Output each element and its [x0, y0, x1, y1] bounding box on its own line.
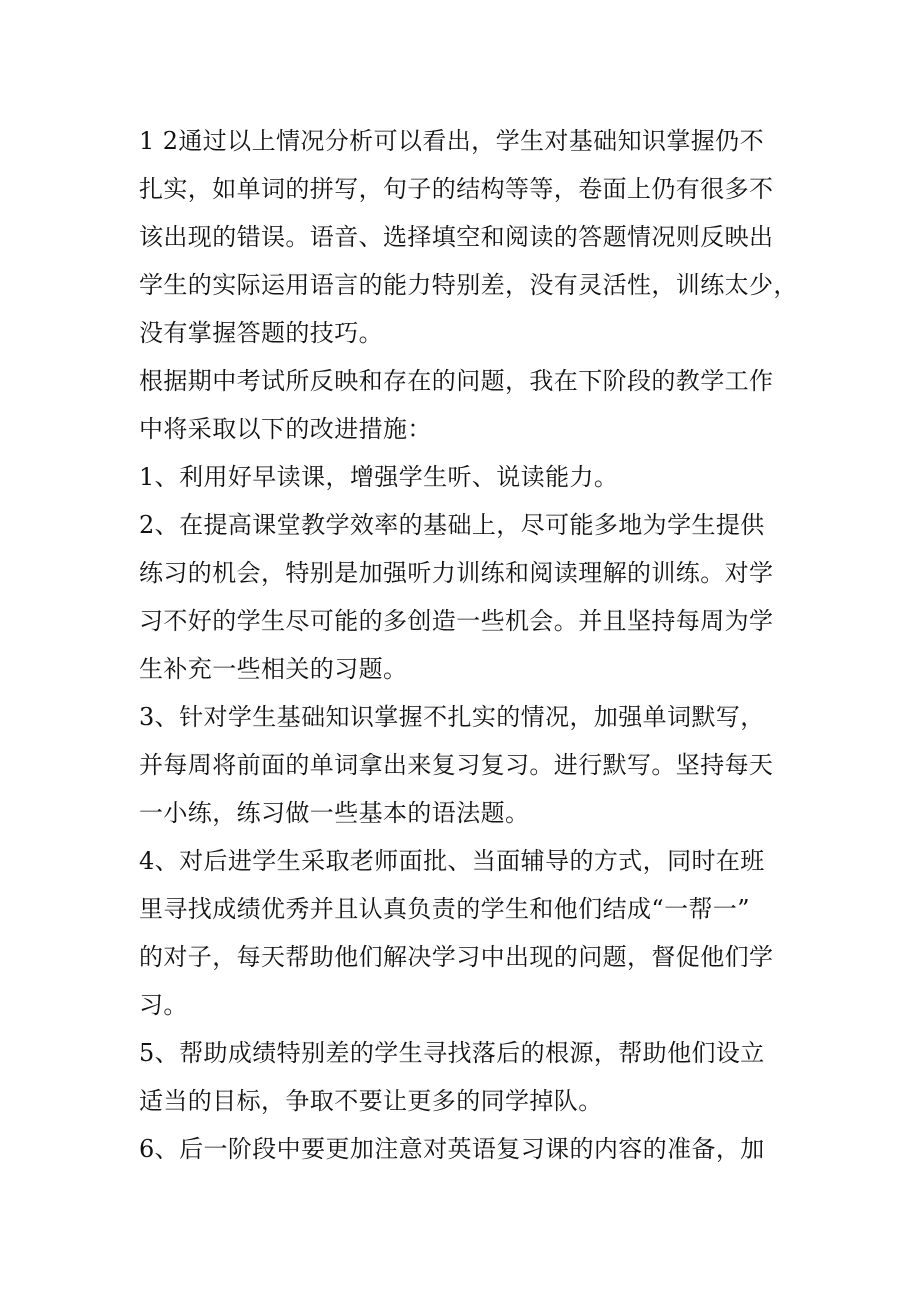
text-line: 一小练，练习做一些基本的语法题。	[139, 799, 530, 827]
text-line: 没有掌握答题的技巧。	[139, 319, 383, 347]
text-line: 练习的机会，特别是加强听力训练和阅读理解的训练。对学	[139, 559, 774, 587]
text-line: 里寻找成绩优秀并且认真负责的学生和他们结成“一帮一”	[139, 895, 750, 923]
text-line: 并每周将前面的单词拿出来复习复习。进行默写。坚持每天	[139, 751, 774, 779]
text-line: 3、针对学生基础知识掌握不扎实的情况，加强单词默写，	[139, 703, 765, 731]
text-line: 习。	[139, 991, 188, 1019]
text-line: 2、在提高课堂教学效率的基础上，尽可能多地为学生提供	[139, 511, 765, 539]
text-line: 6、后一阶段中要更加注意对英语复习课的内容的准备，加	[139, 1135, 765, 1163]
text-line: 的对子，每天帮助他们解决学习中出现的问题，督促他们学	[139, 943, 774, 971]
document-body	[139, 121, 798, 1177]
text-line: 1、利用好早读课，增强学生听、说读能力。	[139, 463, 619, 491]
text-line: 适当的目标，争取不要让更多的同学掉队。	[139, 1087, 603, 1115]
text-line: 学生的实际运用语言的能力特别差，没有灵活性，训练太少，	[139, 271, 798, 299]
text-line: 4、对后进学生采取老师面批、当面辅导的方式，同时在班	[139, 847, 765, 875]
text-line: 1 2通过以上情况分析可以看出，学生对基础知识掌握仍不	[139, 127, 764, 155]
text-line: 根据期中考试所反映和存在的问题，我在下阶段的教学工作	[139, 367, 774, 395]
text-line: 扎实，如单词的拼写，句子的结构等等，卷面上仍有很多不	[139, 175, 774, 203]
text-line: 中将采取以下的改进措施：	[139, 415, 432, 443]
text-line: 5、帮助成绩特别差的学生寻找落后的根源，帮助他们设立	[139, 1039, 765, 1067]
text-line: 该出现的错误。语音、选择填空和阅读的答题情况则反映出	[139, 223, 774, 251]
text-line: 生补充一些相关的习题。	[139, 655, 408, 683]
text-line: 习不好的学生尽可能的多创造一些机会。并且坚持每周为学	[139, 607, 774, 635]
